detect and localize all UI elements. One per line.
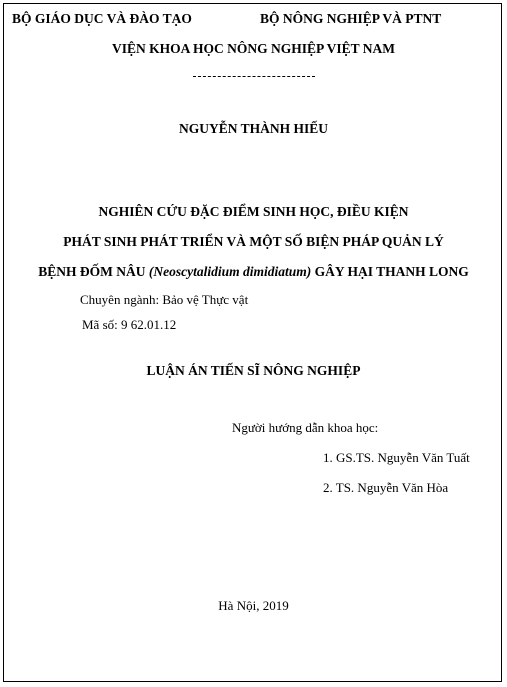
thesis-title-line-1: NGHIÊN CỨU ĐẶC ĐIỂM SINH HỌC, ĐIỀU KIỆN [98,204,409,219]
thesis-title-line-3 [0,264,507,280]
ministry-education: BỘ GIÁO DỤC VÀ ĐÀO TẠO [12,11,192,26]
supervisor-2: 2. TS. Nguyễn Văn Hòa [323,480,449,495]
ministry-agriculture: BỘ NÔNG NGHIỆP VÀ PTNT [260,11,442,26]
thesis-type: LUẬN ÁN TIẾN SĨ NÔNG NGHIỆP [146,363,361,378]
thesis-title-line-2: PHÁT SINH PHÁT TRIỂN VÀ MỘT SỐ BIỆN PHÁP QUẢN LÝ [63,234,444,249]
supervisor-1: 1. GS.TS. Nguyễn Văn Tuất [323,450,470,465]
specialization-field: Chuyên ngành: Bảo vệ Thực vật [80,292,249,307]
header-separator [193,76,315,77]
page-border [3,3,502,682]
specialization-code: Mã số: 9 62.01.12 [82,317,177,332]
title-prefix: BỆNH ĐỐM NÂU [38,264,149,279]
institute-name: VIỆN KHOA HỌC NÔNG NGHIỆP VIỆT NAM [111,41,396,56]
place-and-year: Hà Nội, 2019 [218,598,289,613]
species-name: (Neoscytalidium dimidiatum) [148,264,312,279]
title-suffix: GÂY HẠI THANH LONG [311,264,469,279]
author-name: NGUYỄN THÀNH HIẾU [178,121,329,136]
supervisor-heading: Người hướng dẫn khoa học: [232,420,379,435]
